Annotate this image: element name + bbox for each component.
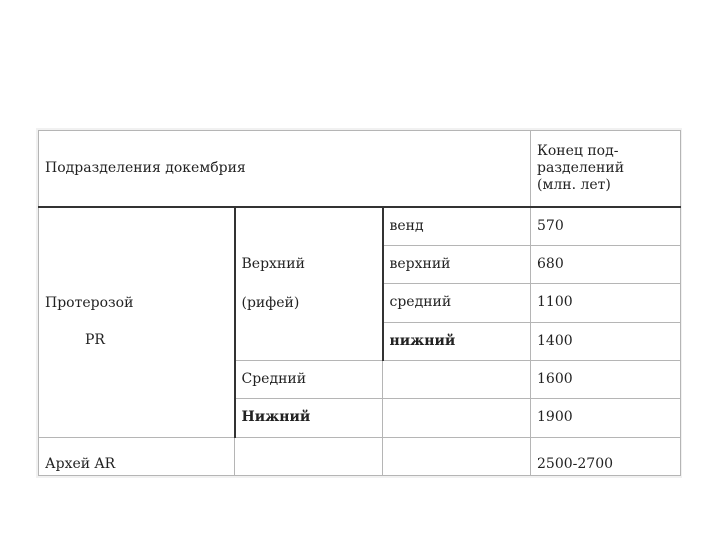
subdivision-cell bbox=[383, 399, 531, 437]
subdivision-label: средний bbox=[389, 294, 452, 311]
header-row bbox=[39, 131, 681, 208]
table-row bbox=[39, 207, 681, 245]
middle-label: Средний bbox=[241, 371, 307, 388]
proterozoic-name: Протерозой bbox=[45, 295, 134, 312]
end-value-cell bbox=[531, 399, 681, 437]
lower-label: Нижний bbox=[241, 409, 311, 426]
header-end-line3: (млн. лет) bbox=[537, 177, 611, 194]
header-divisions-cell bbox=[39, 131, 531, 208]
subdivision-label: нижний bbox=[389, 332, 456, 349]
lower-cell bbox=[235, 399, 383, 437]
archean-row bbox=[39, 437, 681, 475]
upper-label: Верхний bbox=[241, 256, 305, 273]
end-value: 1900 bbox=[537, 409, 573, 426]
end-value-cell bbox=[531, 207, 681, 245]
end-value: 1100 bbox=[537, 294, 573, 311]
subdivision-label: венд bbox=[389, 218, 424, 235]
subdivision-cell bbox=[383, 284, 531, 322]
header-end-line2: разделений bbox=[537, 160, 625, 177]
subdivision-cell bbox=[383, 207, 531, 245]
proterozoic-cell bbox=[39, 207, 235, 437]
end-value: 2500-2700 bbox=[537, 456, 614, 472]
subdivision-cell bbox=[383, 245, 531, 283]
end-value-cell bbox=[531, 437, 681, 475]
subdivision-cell bbox=[383, 360, 531, 398]
end-value: 680 bbox=[537, 256, 564, 273]
subdivision-label: верхний bbox=[389, 256, 451, 273]
proterozoic-code: PR bbox=[85, 332, 105, 349]
archean-cell bbox=[39, 437, 235, 475]
middle-cell bbox=[235, 360, 383, 398]
upper-riphean-cell bbox=[235, 207, 383, 360]
precambrian-table bbox=[38, 130, 681, 476]
end-value-cell bbox=[531, 360, 681, 398]
end-value-cell bbox=[531, 284, 681, 322]
header-end-cell bbox=[531, 131, 681, 208]
header-end-line1: Конец под- bbox=[537, 143, 619, 160]
end-value: 1600 bbox=[537, 371, 573, 388]
end-value-cell bbox=[531, 322, 681, 360]
subdivision-cell bbox=[383, 322, 531, 360]
end-value: 1400 bbox=[537, 332, 573, 349]
riphean-label: (рифей) bbox=[241, 295, 300, 312]
archean-name: Архей AR bbox=[45, 456, 116, 472]
empty-cell bbox=[383, 437, 531, 475]
end-value: 570 bbox=[537, 218, 564, 235]
header-divisions: Подразделения докембрия bbox=[45, 160, 246, 177]
end-value-cell bbox=[531, 245, 681, 283]
empty-cell bbox=[235, 437, 383, 475]
